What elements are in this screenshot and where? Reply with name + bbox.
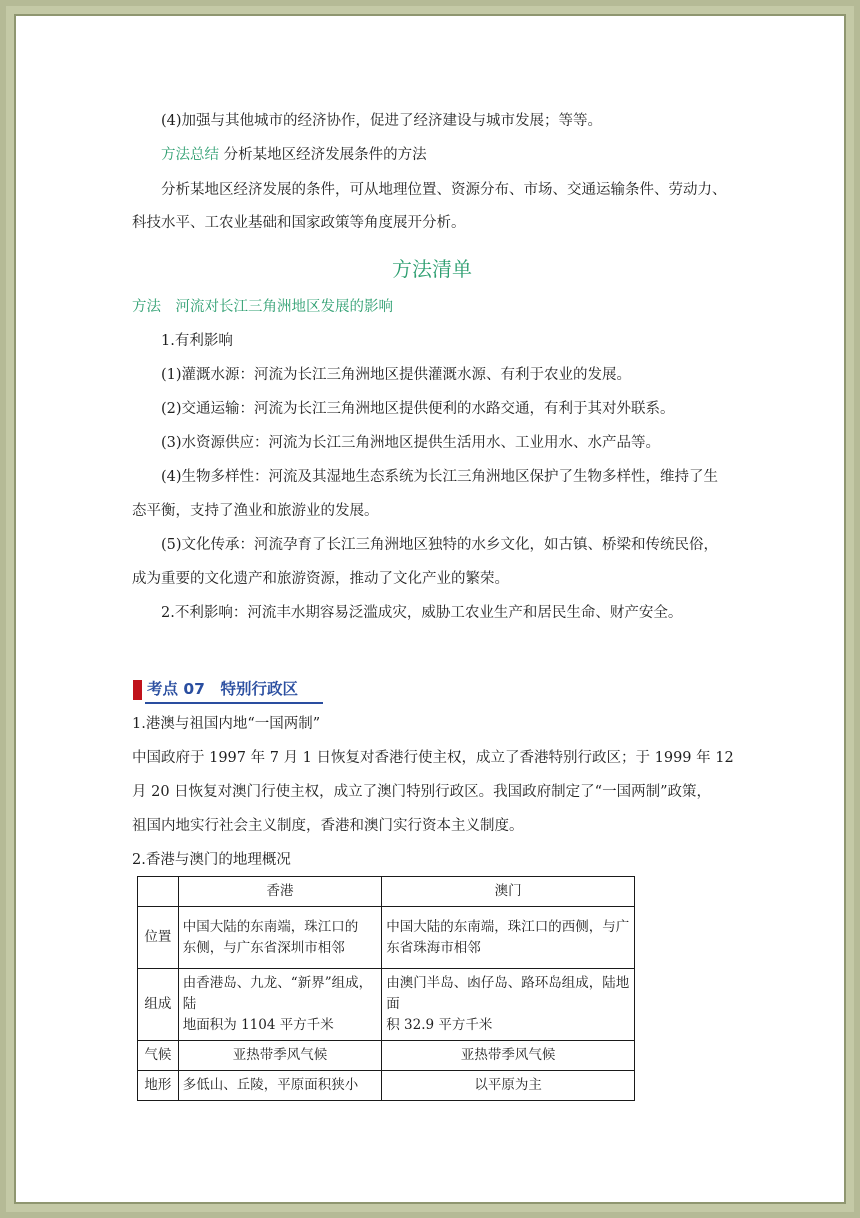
favorable-item-3: (3)水资源供应：河流为长江三角洲地区提供生活用水、工业用水、水产品等。 [161, 435, 661, 451]
method-list-heading: 方法 河流对长江三角洲地区发展的影响 [132, 299, 393, 315]
favorable-item-5-line-2: 成为重要的文化遗产和旅游资源，推动了文化产业的繁荣。 [132, 571, 509, 587]
unfavorable-impact: 2.不利影响：河流丰水期容易泛滥成灾，威胁工农业生产和居民生命、财产安全。 [161, 605, 683, 621]
heading-underline [145, 702, 323, 704]
table-header-hk: 香港 [178, 877, 381, 907]
table-header-mo: 澳门 [382, 877, 635, 907]
continuation-item4: (4)加强与其他城市的经济协作，促进了经济建设与城市发展；等等。 [161, 113, 603, 129]
favorable-title: 1.有利影响 [161, 333, 233, 349]
table-row [138, 1071, 635, 1101]
table-row [138, 969, 635, 1041]
row-label: 组成 [138, 969, 179, 1041]
row-mo-cell [382, 907, 635, 969]
cell-line: 由香港岛、九龙、“新界”组成，陆 [182, 975, 373, 1012]
summary-line-1: 分析某地区经济发展的条件，可从地理位置、资源分布、市场、交通运输条件、劳动力、 [161, 182, 727, 198]
kaodian-para-line-3: 祖国内地实行社会主义制度，香港和澳门实行资本主义制度。 [132, 818, 524, 834]
row-hk-cell: 多低山、丘陵，平原面积狭小 [178, 1071, 381, 1101]
kaodian-sub-1: 1.港澳与祖国内地“一国两制” [132, 716, 321, 732]
hk-macau-table [137, 876, 635, 1101]
row-mo-cell [382, 969, 635, 1041]
cell-line: 东省珠海市相邻 [386, 939, 481, 956]
table-header-row [138, 877, 635, 907]
kaodian-title: 考点 07 特别行政区 [147, 680, 298, 698]
kaodian-para-line-2: 月 20 日恢复对澳门行使主权，成立了澳门特别行政区。我国政府制定了“一国两制”政策， [132, 784, 711, 800]
method-summary-label: 方法总结 [161, 147, 219, 163]
row-hk-cell [178, 907, 381, 969]
cell-line: 东侧，与广东省深圳市相邻 [182, 939, 345, 956]
row-hk-cell: 亚热带季风气候 [178, 1041, 381, 1071]
table-row [138, 1041, 635, 1071]
favorable-item-1: (1)灌溉水源：河流为长江三角洲地区提供灌溉水源、有利于农业的发展。 [161, 367, 632, 383]
summary-line-2: 科技水平、工农业基础和国家政策等角度展开分析。 [132, 215, 466, 231]
method-summary-line [161, 144, 427, 166]
table-header-blank [138, 877, 179, 907]
favorable-item-2: (2)交通运输：河流为长江三角洲地区提供便利的水路交通，有利于其对外联系。 [161, 401, 675, 417]
favorable-item-4-line-1: (4)生物多样性：河流及其湿地生态系统为长江三角洲地区保护了生物多样性，维持了生 [161, 469, 719, 485]
favorable-item-5-line-1: (5)文化传承：河流孕育了长江三角洲地区独特的水乡文化，如古镇、桥梁和传统民俗， [161, 537, 719, 553]
cell-line: 由澳门半岛、凼仔岛、路环岛组成，陆地面 [386, 975, 630, 1012]
row-hk-cell [178, 969, 381, 1041]
document-page [14, 14, 846, 1204]
kaodian-sub-2: 2.香港与澳门的地理概况 [132, 852, 291, 868]
method-list-title: 方法清单 [392, 257, 472, 281]
table-row [138, 907, 635, 969]
favorable-item-4-line-2: 态平衡，支持了渔业和旅游业的发展。 [132, 503, 379, 519]
row-label: 地形 [138, 1071, 179, 1101]
heading-marker [133, 680, 142, 700]
row-mo-cell: 亚热带季风气候 [382, 1041, 635, 1071]
row-label: 气候 [138, 1041, 179, 1071]
cell-line: 地面积为 1104 平方千米 [182, 1017, 334, 1033]
cell-line: 中国大陆的东南端，珠江口的西侧，与广 [386, 918, 630, 935]
kaodian-para-line-1: 中国政府于 1997 年 7 月 1 日恢复对香港行使主权，成立了香港特别行政区；于 1999 年 12 [132, 750, 734, 766]
row-mo-cell: 以平原为主 [382, 1071, 635, 1101]
method-summary-title: 分析某地区经济发展条件的方法 [223, 147, 427, 163]
row-label: 位置 [138, 907, 179, 969]
cell-line: 中国大陆的东南端，珠江口的 [182, 918, 359, 935]
cell-line: 积 32.9 平方千米 [386, 1017, 493, 1033]
